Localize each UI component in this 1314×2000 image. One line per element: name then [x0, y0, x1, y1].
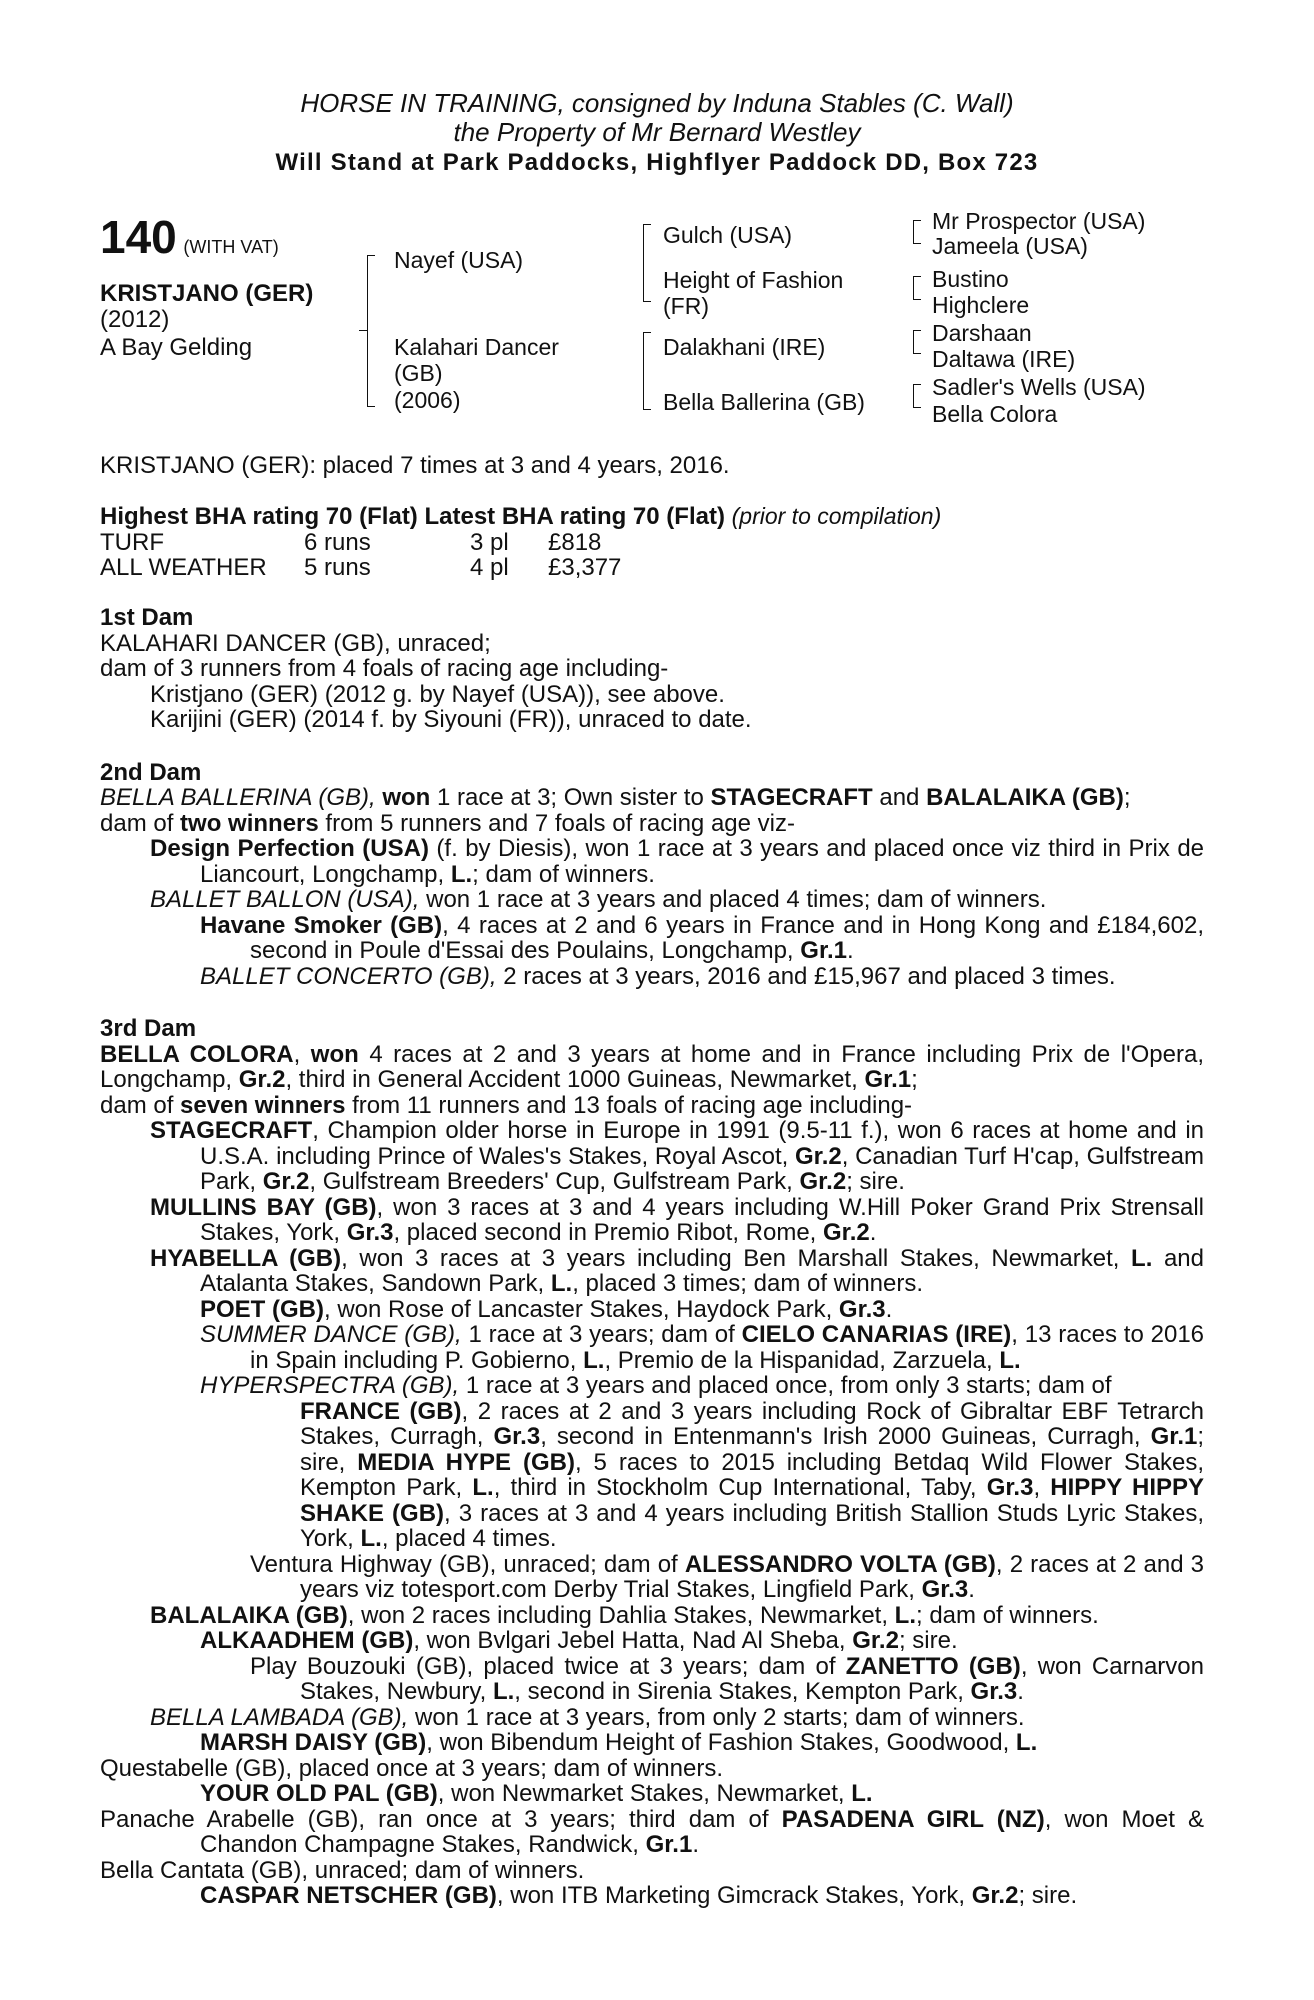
placed-cell: 4 pl [470, 554, 509, 581]
dam3-para-r: Panache Arabelle (GB), ran once at 3 years; third dam of PASADENA GIRL (NZ), won Moet & Chandon Champagne Stakes, Randwick, Gr.1. [100, 1805, 1205, 1858]
foaling-year: (2012) [100, 306, 170, 333]
dam3-para-h: HYPERSPECTRA (GB), 1 race at 3 years and placed once, from only 3 starts; dam of [200, 1372, 1112, 1399]
pedigree-g8: Bella Colora [932, 401, 1058, 427]
dam2-para-b: dam of two winners from 5 runners and 7 foals of racing age viz- [100, 809, 795, 837]
rating-bold: Highest BHA rating 70 (Flat) Latest BHA rating 70 (Flat) [100, 503, 725, 530]
pedigree-dam-1: Kalahari Dancer [394, 334, 559, 360]
dam3-para-k: BALALAIKA (GB), won 2 races including Dahlia Stakes, Newmarket, L.; dam of winners. [150, 1601, 1099, 1629]
rating-line [100, 503, 941, 530]
runs-cell: 5 runs [304, 554, 371, 581]
dam2-heading: 2nd Dam [100, 758, 202, 786]
dam3-para-f: POET (GB), won Rose of Lancaster Stakes, Haydock Park, Gr.3. [200, 1295, 893, 1323]
dam1-line1: KALAHARI DANCER (GB), unraced; [100, 629, 491, 657]
dam3-para-b: dam of seven winners from 11 runners and 13 foals of racing age including- [100, 1091, 913, 1119]
race-summary: KRISTJANO (GER): placed 7 times at 3 and 4 years, 2016. [100, 452, 730, 479]
property-line: the Property of Mr Bernard Westley [453, 117, 861, 147]
stabling-line: Will Stand at Park Paddocks, Highflyer Paddock DD, Box 723 [275, 149, 1039, 176]
pedigree-brace-g2 [913, 276, 921, 300]
dam3-para-q: YOUR OLD PAL (GB), won Newmarket Stakes, Newmarket, L. [200, 1780, 873, 1807]
money-cell: £3,377 [548, 554, 622, 581]
pedigree-dam-dam: Bella Ballerina (GB) [663, 389, 865, 415]
rating-note: (prior to compilation) [731, 503, 942, 529]
dam3-para-e: HYABELLA (GB), won 3 races at 3 years including Ben Marshall Stakes, Newmarket, L. and Atalanta Stakes, Sandown Park, L., placed 3 times; dam of winners. [150, 1244, 1204, 1297]
dam1-line2: dam of 3 runners from 4 foals of racing age including- [100, 655, 669, 682]
dam3-para-i: FRANCE (GB), 2 races at 2 and 3 years including Rock of Gibraltar EBF Tetrarch Stakes, Curragh, Gr.3, second in Entenmann's Irish 2000 Guineas, Curragh, Gr.1; sire, MEDIA HYPE (GB), 5 races to 2015 including Betdaq Wild Flower Stakes, Kempton Park, L., third in Stockholm Cup International, Taby, Gr.3, HIPPY HIPPY SHAKE (GB), 3 races at 3 and 4 years including British Stallion Studs Lyric Stakes, York, L., placed 4 times. [300, 1397, 1205, 1552]
surface-cell: ALL WEATHER [100, 554, 267, 581]
dam3-heading: 3rd Dam [100, 1015, 197, 1042]
table-row [100, 530, 621, 555]
pedigree-brace-g3 [913, 330, 921, 354]
lot-number-block [100, 211, 279, 263]
pedigree-g7: Sadler's Wells (USA) [932, 374, 1146, 400]
placed-cell: 3 pl [470, 529, 509, 556]
pedigree-sire-dam-2: (FR) [663, 293, 709, 319]
dam2-para-c: Design Perfection (USA) (f. by Diesis), won 1 race at 3 years and placed once viz third in Prix de Liancourt, Longchamp, L.; dam of winners. [150, 835, 1205, 888]
dam-sections [100, 605, 1204, 1909]
runs-cell: 6 runs [304, 529, 371, 556]
pedigree-brace-g4 [913, 384, 921, 408]
dam3-para-d: MULLINS BAY (GB), won 3 races at 3 and 4 years including W.Hill Poker Grand Prix Strensall Stakes, York, Gr.3, placed second in Premio Ribot, Rome, Gr.2. [150, 1193, 1204, 1246]
dam3-para-a: BELLA COLORA, won 4 races at 2 and 3 years at home and in France including Prix de l'Opera, Longchamp, Gr.2, third in General Accident 1000 Guineas, Newmarket, Gr.1; [100, 1040, 1204, 1093]
money-cell: £818 [548, 529, 602, 556]
rating-table [100, 530, 621, 580]
pedigree-g3: Bustino [932, 266, 1009, 292]
dam3-para-g: SUMMER DANCE (GB), 1 race at 3 years; dam of CIELO CANARIAS (IRE), 13 races to 2016 in Spain including P. Gobierno, L., Premio de la Hispanidad, Zarzuela, L. [200, 1321, 1205, 1374]
lot-number: 140 [100, 211, 177, 263]
pedigree-dam-3: (2006) [394, 387, 461, 413]
dam3-para-m: Play Bouzouki (GB), placed twice at 3 years; dam of ZANETTO (GB), won Carnarvon Stakes, Newbury, L., second in Sirenia Stakes, Kempton Park, Gr.3. [250, 1652, 1204, 1705]
dam2-para-d: BALLET BALLON (USA), won 1 race at 3 years and placed 4 times; dam of winners. [150, 886, 1047, 913]
dam1-heading: 1st Dam [100, 604, 194, 631]
pedigree-g5: Darshaan [932, 320, 1032, 346]
dam3-para-n: BELLA LAMBADA (GB), won 1 race at 3 years, from only 2 starts; dam of winners. [150, 1703, 1025, 1731]
pedigree-brace-sire [643, 224, 651, 302]
pedigree-g1: Mr Prospector (USA) [932, 208, 1146, 234]
dam3-para-j: Ventura Highway (GB), unraced; dam of ALESSANDRO VOLTA (GB), 2 races at 2 and 3 years viz totesport.com Derby Trial Stakes, Lingfield Park, Gr.3. [250, 1550, 1204, 1603]
pedigree-sire-sire: Gulch (USA) [663, 222, 793, 248]
dam3-para-o: MARSH DAISY (GB), won Bibendum Height of Fashion Stakes, Goodwood, L. [200, 1729, 1038, 1756]
pedigree-brace-gen1 [367, 255, 375, 407]
dam3-para-t: CASPAR NETSCHER (GB), won ITB Marketing Gimcrack Stakes, York, Gr.2; sire. [200, 1882, 1078, 1909]
horse-description: A Bay Gelding [100, 334, 253, 361]
dam3-para-c: STAGECRAFT, Champion older horse in Europe in 1991 (9.5-11 f.), won 6 races at home and in U.S.A. including Prince of Wales's Stakes, Royal Ascot, Gr.2, Canadian Turf H'cap, Gulfstream Park, Gr.2, Gulfstream Breeders' Cup, Gulfstream Park, Gr.2; sire. [150, 1117, 1204, 1195]
vat-note: (WITH VAT) [183, 237, 279, 257]
pedigree-brace-dam [643, 332, 651, 410]
dam3-para-s: Bella Cantata (GB), unraced; dam of winners. [100, 1856, 585, 1884]
pedigree-sire-dam-1: Height of Fashion [663, 267, 844, 293]
dam2-para-e: Havane Smoker (GB), 4 races at 2 and 6 years in France and in Hong Kong and £184,602, second in Poule d'Essai des Poulains, Longchamp, Gr.1. [200, 911, 1205, 964]
rating-table-wrap [100, 530, 621, 580]
pedigree-g2: Jameela (USA) [932, 233, 1088, 259]
horse-name: KRISTJANO (GER) [100, 280, 314, 307]
pedigree-dam-sire: Dalakhani (IRE) [663, 334, 826, 360]
dam2-para-f: BALLET CONCERTO (GB), 2 races at 3 years, 2016 and £15,967 and placed 3 times. [200, 962, 1116, 990]
pedigree-brace-g1 [913, 220, 921, 244]
dam1-line3: Kristjano (GER) (2012 g. by Nayef (USA)), see above. [150, 680, 725, 708]
pedigree-g6: Daltawa (IRE) [932, 346, 1076, 372]
pedigree-tick-gen1 [359, 330, 367, 331]
dam3-para-l: ALKAADHEM (GB), won Bvlgari Jebel Hatta, Nad Al Sheba, Gr.2; sire. [200, 1627, 958, 1654]
pedigree-dam-2: (GB) [394, 360, 443, 386]
pedigree-sire: Nayef (USA) [394, 247, 524, 273]
surface-cell: TURF [100, 529, 164, 556]
dam2-para-a: BELLA BALLERINA (GB), won 1 race at 3; Own sister to STAGECRAFT and BALALAIKA (GB); [100, 784, 1131, 811]
table-row [100, 555, 621, 580]
dam1-line4: Karijini (GER) (2014 f. by Siyouni (FR)), unraced to date. [150, 706, 752, 733]
dam3-para-p: Questabelle (GB), placed once at 3 years; dam of winners. [100, 1754, 723, 1782]
pedigree-g4: Highclere [932, 292, 1030, 318]
consignor-line: HORSE IN TRAINING, consigned by Induna Stables (C. Wall) [300, 88, 1014, 118]
